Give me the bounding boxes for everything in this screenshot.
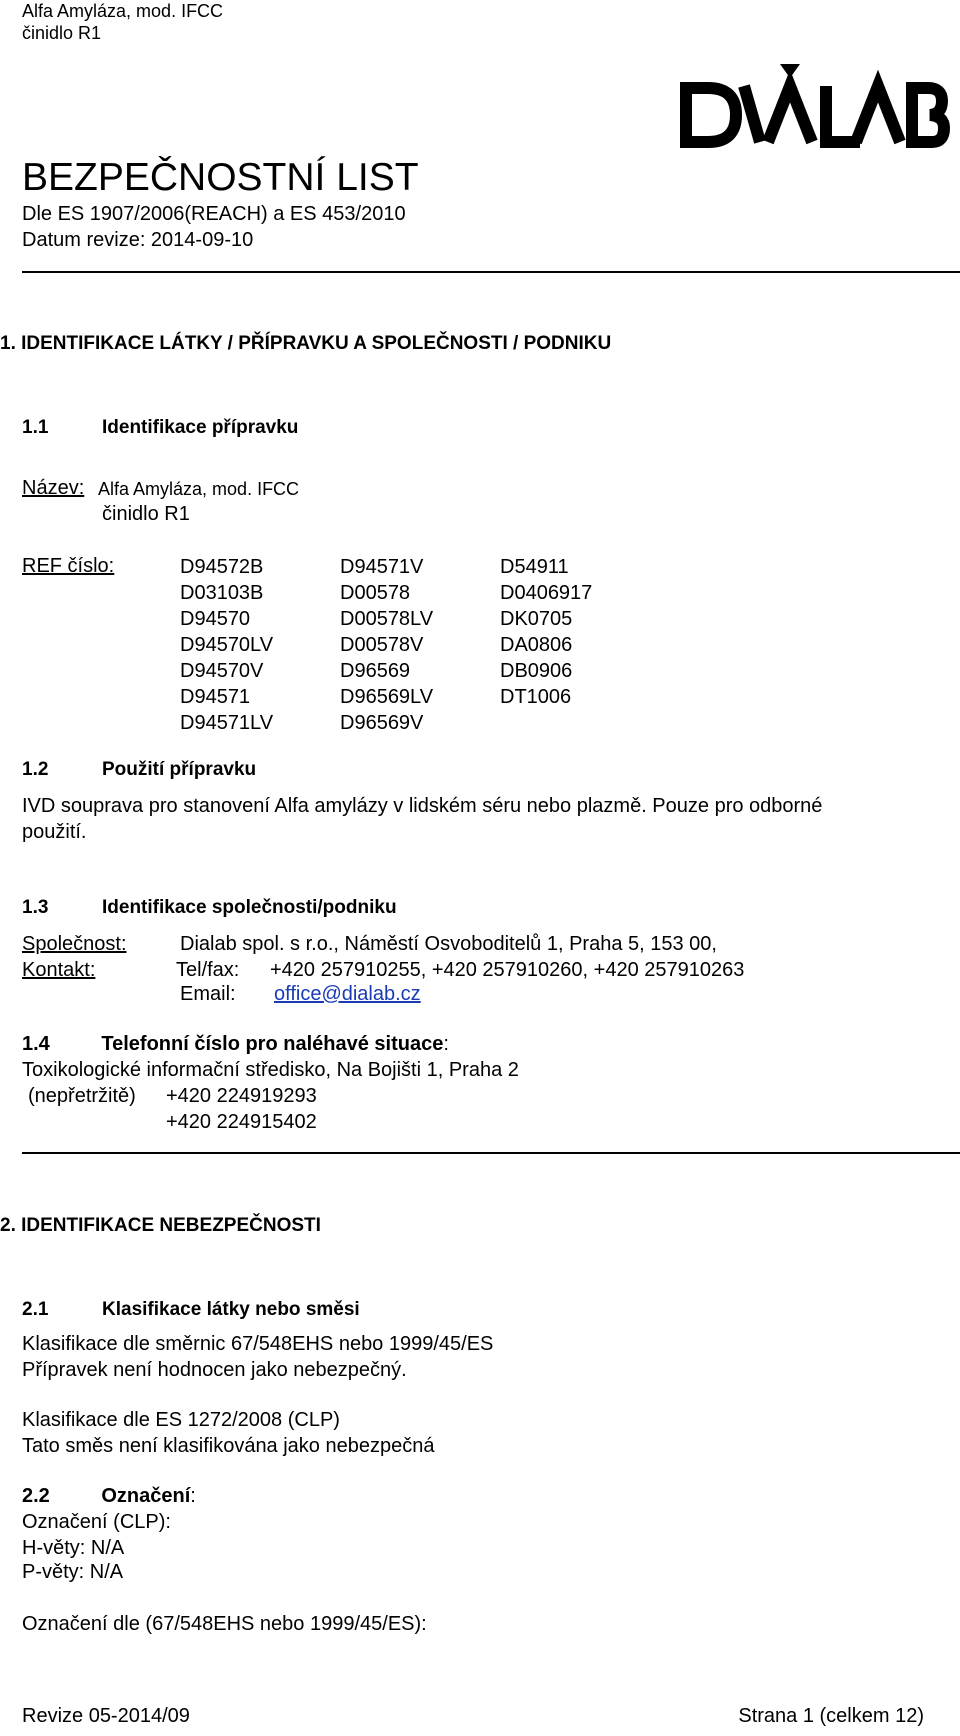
dialab-logo (676, 56, 950, 150)
divider-middle (22, 1152, 960, 1154)
regulation-line: Dle ES 1907/2006(REACH) a ES 453/2010 (22, 203, 406, 225)
emergency-center: Toxikologické informační středisko, Na Bojišti 1, Praha 2 (22, 1059, 519, 1081)
nonstop-label: (nepřetržitě) (28, 1085, 136, 1107)
subsection-1-4-header (22, 1032, 449, 1056)
subsection-1-4-number: 1.4 (22, 1033, 50, 1055)
subsection-1-2-title: Použití přípravku (102, 759, 257, 780)
labelling-clp: Označení (CLP): (22, 1511, 171, 1533)
subsection-1-2-number: 1.2 (22, 759, 49, 780)
ref-code: D00578LV (340, 608, 434, 630)
ref-code: D03103B (180, 582, 264, 604)
ref-code: D00578 (340, 582, 411, 604)
classification-line2: Přípravek není hodnocen jako nebezpečný. (22, 1359, 407, 1381)
page-title: BEZPEČNOSTNÍ LIST (22, 156, 419, 199)
ref-code: D94571LV (180, 712, 274, 734)
email-label: Email: (180, 983, 236, 1005)
subsection-1-4-title: Telefonní číslo pro naléhavé situace (101, 1033, 444, 1055)
ref-label (22, 554, 114, 578)
contact-label: Kontakt: (22, 959, 96, 981)
h-phrases: H-věty: N/A (22, 1537, 125, 1559)
tel-fax-value: +420 257910255, +420 257910260, +420 257910263 (270, 959, 745, 981)
subsection-1-3-number: 1.3 (22, 897, 49, 918)
classification-line1: Klasifikace dle směrnic 67/548EHS nebo 1999/45/ES (22, 1333, 494, 1355)
ref-code: D96569 (340, 660, 411, 682)
ref-code: D54911 (500, 556, 569, 578)
classification-line4: Tato směs není klasifikována jako nebezpečná (22, 1435, 435, 1457)
subsection-1-1-title: Identifikace přípravku (102, 417, 299, 438)
ref-label-text: REF číslo: (22, 555, 115, 577)
tel-fax-label: Tel/fax: (176, 959, 240, 981)
subsection-1-3-title: Identifikace společnosti/podniku (102, 897, 397, 918)
divider-top (22, 271, 960, 273)
classification-line3: Klasifikace dle ES 1272/2008 (CLP) (22, 1409, 340, 1431)
ref-code: D94570 (180, 608, 251, 630)
subsection-1-1-number: 1.1 (22, 417, 49, 438)
footer-revision: Revize 05-2014/09 (22, 1705, 190, 1727)
revision-date: Datum revize: 2014-09-10 (22, 229, 254, 251)
emergency-phone-2: +420 224915402 (166, 1111, 317, 1133)
ref-column-2 (340, 554, 433, 736)
ref-code: D0406917 (500, 582, 593, 604)
product-name-line2: činidlo R1 (102, 503, 190, 525)
ref-code: D94571 (180, 686, 251, 708)
ref-code: D96569LV (340, 686, 434, 708)
subsection-2-2-header (22, 1484, 196, 1508)
ref-code: D94570V (180, 660, 264, 682)
name-label: Název: (22, 477, 85, 499)
subsection-2-1-number: 2.1 (22, 1299, 49, 1320)
ref-code: D94570LV (180, 634, 274, 656)
running-header-line1: Alfa Amyláza, mod. IFCC (22, 1, 224, 21)
ref-code: D94571V (340, 556, 424, 578)
section1-heading: 1. IDENTIFIKACE LÁTKY / PŘÍPRAVKU A SPOLEČNOSTI / PODNIKU (0, 333, 612, 354)
section2-heading: 2. IDENTIFIKACE NEBEZPEČNOSTI (0, 1215, 321, 1236)
labelling-old-directives: Označení dle (67/548EHS nebo 1999/45/ES): (22, 1613, 427, 1635)
ref-code: D94572B (180, 556, 264, 578)
ref-column-1 (180, 554, 273, 736)
p-phrases: P-věty: N/A (22, 1561, 124, 1583)
intended-use-line1: IVD souprava pro stanovení Alfa amylázy v lidském séru nebo plazmě. Pouze pro odborné (22, 795, 823, 817)
footer-page-number: Strana 1 (celkem 12) (738, 1705, 924, 1727)
ref-code: DB0906 (500, 660, 573, 682)
company-value: Dialab spol. s r.o., Náměstí Osvoboditelů 1, Praha 5, 153 00, (180, 933, 717, 955)
subsection-1-4-colon: : (443, 1033, 449, 1055)
subsection-2-2-colon: : (190, 1485, 196, 1507)
ref-column-3 (500, 554, 592, 710)
subsection-2-2-number: 2.2 (22, 1485, 50, 1507)
ref-code: DT1006 (500, 686, 572, 708)
ref-code: DK0705 (500, 608, 573, 630)
running-header-line2: činidlo R1 (22, 23, 102, 43)
ref-code: DA0806 (500, 634, 573, 656)
ref-code: D00578V (340, 634, 424, 656)
subsection-2-1-title: Klasifikace látky nebo směsi (102, 1299, 360, 1320)
company-label: Společnost: (22, 933, 127, 955)
intended-use-line2: použití. (22, 821, 87, 843)
email-link[interactable]: office@dialab.cz (274, 983, 421, 1005)
emergency-phone-1: +420 224919293 (166, 1085, 317, 1107)
ref-code: D96569V (340, 712, 424, 734)
subsection-2-2-title: Označení (101, 1485, 191, 1507)
product-name-line1: Alfa Amyláza, mod. IFCC (98, 479, 300, 499)
